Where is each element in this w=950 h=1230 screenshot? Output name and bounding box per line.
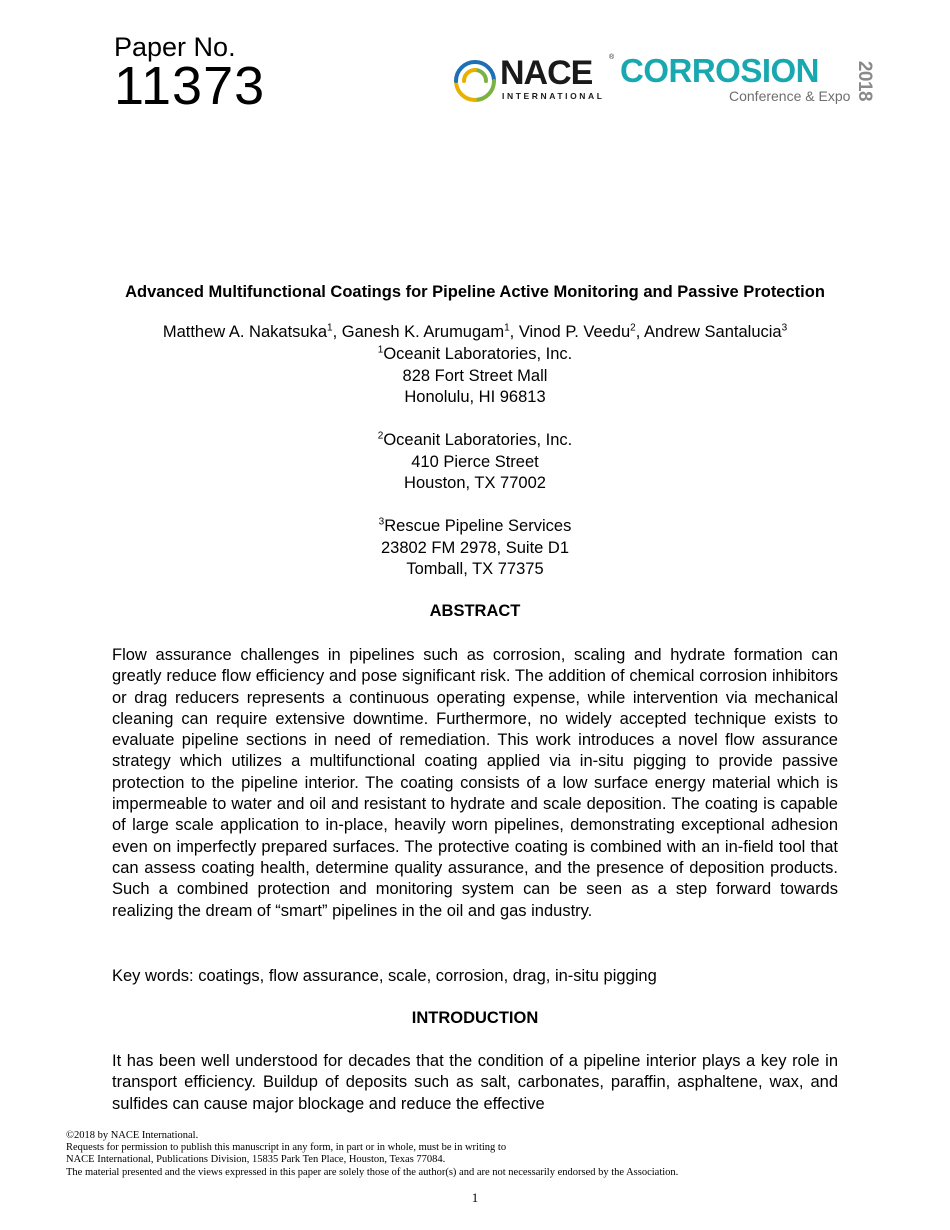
paper-number-block	[114, 32, 266, 116]
affiliation-org: Oceanit Laboratories, Inc.	[383, 345, 573, 363]
introduction-heading: INTRODUCTION	[411, 1009, 539, 1027]
paper-number: 11373	[114, 56, 266, 116]
affiliation-city: Tomball, TX 77375	[406, 560, 544, 578]
footer-line: ©2018 by NACE International.	[66, 1130, 199, 1141]
nace-corrosion-logo	[452, 54, 892, 110]
author-affiliation-mark: 3	[781, 322, 788, 334]
affiliation-org: Oceanit Laboratories, Inc.	[383, 431, 573, 449]
author-name: Ganesh K. Arumugam	[341, 323, 505, 341]
logo-year-text: 2018	[854, 60, 876, 102]
footer-line: The material presented and the views expressed in this paper are solely those of the author(s) and are not necessarily endorsed by the Association.	[66, 1166, 679, 1178]
corrosion-wordmark: CORROSION	[620, 52, 820, 89]
keywords: Key words: coatings, flow assurance, scale, corrosion, drag, in-situ pigging	[112, 967, 657, 985]
author-name: Vinod P. Veedu	[518, 323, 631, 341]
nace-wordmark: NACE	[500, 54, 593, 92]
affiliation-street: 410 Pierce Street	[411, 452, 539, 471]
nace-swirl-icon	[452, 58, 498, 104]
author-separator: ,	[635, 323, 644, 341]
author-list	[112, 322, 838, 344]
affiliation-org: Rescue Pipeline Services	[384, 517, 572, 535]
author-separator: ,	[332, 323, 342, 341]
nace-international-label: INTERNATIONAL	[502, 91, 605, 101]
author-name: Matthew A. Nakatsuka	[162, 323, 328, 341]
affiliation-street: 828 Fort Street Mall	[402, 366, 548, 385]
affiliation-2	[112, 430, 838, 495]
conference-expo-label: Conference & Expo	[729, 88, 851, 104]
affiliation-number: 3	[378, 516, 385, 528]
abstract-text: Flow assurance challenges in pipelines such as corrosion, scaling and hydrate formation can greatly reduce flow efficiency and pose significant risk. The addition of chemical corrosion inhibitors or drag reducers represents a continuous operating expense, while intervention via mechanical cleaning can require extensive downtime. Furthermore, no widely accepted technique exists to evaluate pipeline sections in need of remediation. This work introduces a novel flow assurance strategy which utilizes a multifunctional coating applied via in-situ pigging to provide passive protection to the pipeline interior. The coating consists of a low surface energy material which is impermeable to water and oil and resistant to hydrate and scale deposition. The coating is capable of large scale application to in-place, heavily worn pipelines, demonstrating exceptional adhesion even on imperfectly prepared surfaces. The protective coating is combined with an in-field tool that can assess coating health, determine quality assurance, and the presence of deposition products. Such a combined protection and monitoring system can be seen as a step forward towards realizing the dream of “smart” pipelines in the oil and gas industry.	[112, 646, 838, 920]
registered-mark: ®	[609, 54, 615, 61]
affiliation-number: 1	[377, 344, 384, 356]
author-affiliation-mark: 1	[504, 322, 510, 334]
affiliation-3	[112, 516, 838, 581]
paper-title: Advanced Multifunctional Coatings for Pipeline Active Monitoring and Passive Protection	[125, 283, 825, 301]
author-affiliation-mark: 1	[327, 322, 333, 334]
affiliation-street: 23802 FM 2978, Suite D1	[380, 538, 570, 557]
abstract-heading: ABSTRACT	[429, 602, 521, 620]
affiliation-city: Houston, TX 77002	[404, 474, 546, 492]
author-affiliation-mark: 2	[630, 322, 636, 334]
affiliation-number: 2	[377, 430, 384, 442]
footer-line: Requests for permission to publish this manuscript in any form, in part or in whole, must be in writing to	[66, 1142, 507, 1154]
introduction-text: It has been well understood for decades that the condition of a pipeline interior plays a key role in transport efficiency. Buildup of deposits such as salt, carbonates, paraffin, asphaltene, wax, and sulfides can cause major blockage and reduce the effective	[112, 1052, 838, 1113]
affiliation-1	[112, 344, 838, 409]
author-separator: ,	[509, 323, 519, 341]
page-number: 1	[471, 1190, 479, 1205]
footer-line: NACE International, Publications Division, 15835 Park Ten Place, Houston, Texas 77084.	[66, 1154, 446, 1166]
paper-label: Paper No.	[114, 32, 236, 62]
affiliation-city: Honolulu, HI 96813	[404, 388, 546, 406]
author-name: Andrew Santalucia	[644, 323, 782, 341]
logo-year	[856, 56, 886, 106]
copyright-footer	[66, 1130, 886, 1179]
